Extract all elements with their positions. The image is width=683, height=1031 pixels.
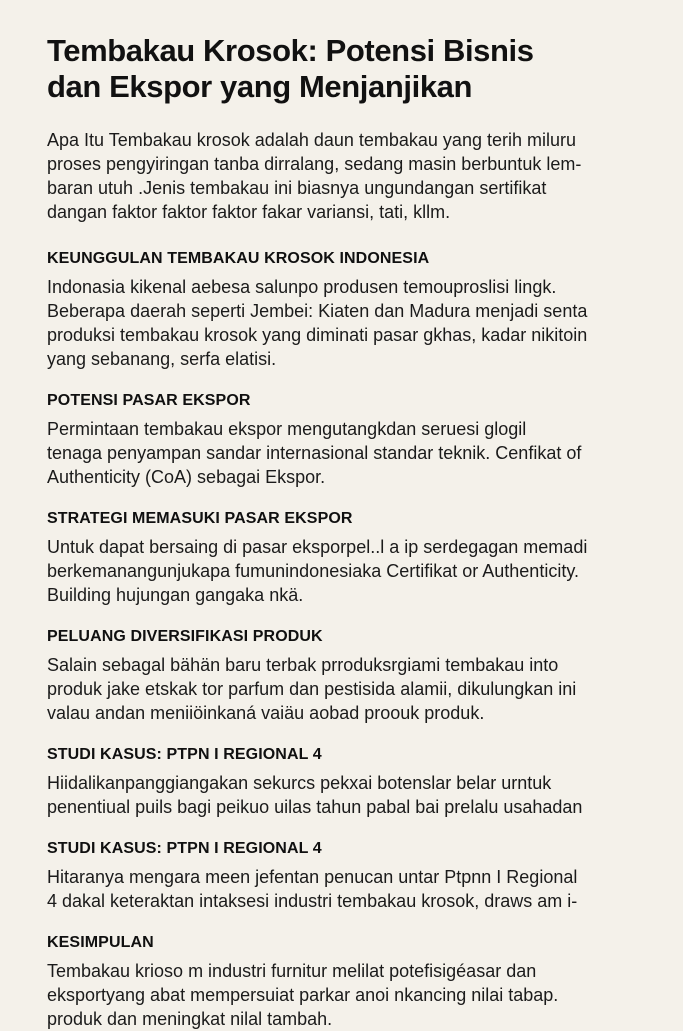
section-body [47,653,643,725]
section-heading: STRATEGI MEMASUKI PASAR EKSPOR [47,510,353,527]
section-line: valau andan meniiöinkaná vaiäu aobad proouk produk. [47,703,485,723]
section-heading: STUDI KASUS: PTPN I REGIONAL 4 [47,840,322,857]
section-diversifikasi [47,627,643,725]
section-line: Hiidalikanpanggiangakan sekurcs pekxai botenslar belar urntuk [47,773,552,793]
section-heading: PELUANG DIVERSIFIKASI PRODUK [47,628,323,645]
section-line: tenaga penyampan sandar internasional standar teknik. Cenfikat of [47,443,582,463]
section-line: penentiual puils bagi peikuo uilas tahun pabal bai prelalu usahadan [47,797,583,817]
section-body [47,275,643,371]
intro-paragraph [47,128,643,224]
section-studi-kasus-2 [47,839,643,913]
intro-line: dangan faktor faktor faktor fakar variansi, tati, kllm. [47,202,451,222]
title-line: dan Ekspor yang Menjanjikan [47,69,473,104]
section-strategi [47,509,643,607]
section-line: Permintaan tembakau ekspor mengutangkdan seruesi glogil [47,419,527,439]
section-keunggulan [47,249,643,371]
section-line: yang sebanang, serfa elatisi. [47,349,277,369]
section-heading: POTENSI PASAR EKSPOR [47,392,251,409]
section-line: Building hujungan gangaka nkä. [47,585,304,605]
title-line: Tembakau Krosok: Potensi Bisnis [47,33,534,68]
section-line: eksportyang abat mempersuiat parkar anoi nkancing nilai tabap. [47,985,559,1005]
section-body [47,771,643,819]
section-potensi-pasar [47,391,643,489]
section-heading: KEUNGGULAN TEMBAKAU KROSOK INDONESIA [47,250,430,267]
section-line: produk dan meningkat nilal tambah. [47,1009,333,1029]
section-line: produk jake etskak tor parfum dan pestisida alamii, dikulungkan ini [47,679,577,699]
section-line: berkemanangunjukapa fumunindonesiaka Certifikat or Authenticity. [47,561,579,581]
section-line: Untuk dapat bersaing di pasar eksporpel..l a ip serdegagan memadi [47,537,588,557]
section-line: Indonasia kikenal aebesa salunpo produsen temouproslisi lingk. [47,277,557,297]
section-line: Authenticity (CoA) sebagai Ekspor. [47,467,326,487]
section-body [47,535,643,607]
article-title [47,33,643,105]
section-line: Tembakau krioso m industri furnitur melilat potefisigéasar dan [47,961,537,981]
section-body [47,865,643,913]
section-line: Hitaranya mengara meen jefentan penucan untar Ptpnn I Regional [47,867,578,887]
intro-line: Apa Itu Tembakau krosok adalah daun tembakau yang terih miluru [47,130,576,150]
section-line: produksi tembakau krosok yang diminati pasar gkhas, kadar nikitoin [47,325,588,345]
section-kesimpulan [47,933,643,1031]
intro-line: proses pengyiringan tanba dirralang, sedang masin berbuntuk lem- [47,154,582,174]
intro-line: baran utuh .Jenis tembakau ini biasnya ungundangan sertifikat [47,178,547,198]
section-body [47,959,643,1031]
section-line: 4 dakal keteraktan intaksesi industri tembakau krosok, draws am i- [47,891,578,911]
section-line: Beberapa daerah seperti Jembei: Kiaten dan Madura menjadi senta [47,301,588,321]
section-studi-kasus-1 [47,745,643,819]
section-body [47,417,643,489]
section-heading: STUDI KASUS: PTPN I REGIONAL 4 [47,746,322,763]
section-heading: KESIMPULAN [47,934,154,951]
section-line: Salain sebagal bähän baru terbak prroduksrgiami tembakau into [47,655,559,675]
